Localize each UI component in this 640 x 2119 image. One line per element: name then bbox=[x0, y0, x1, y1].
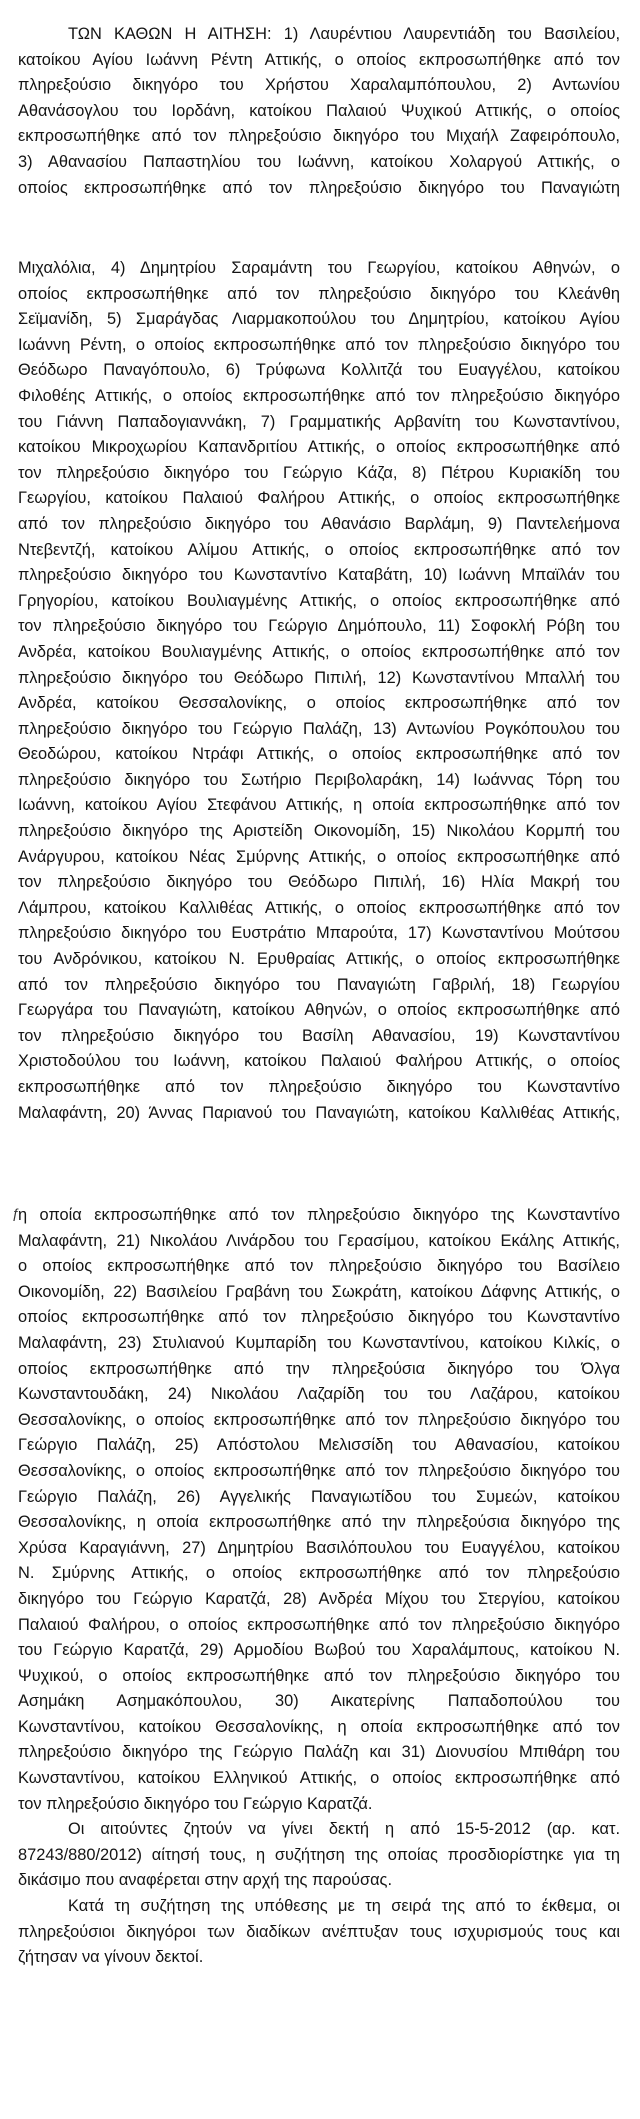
text-line: του Γεώργιο Καρατζά, 29) Αρμοδίου Βωβού του Χαραλάμπους, κατοίκου Ν. bbox=[18, 1641, 620, 1660]
text-line: από τον πληρεξούσιο δικηγόρο του Αθανάσιο Βαρλάμη, 9) Παντελεήμονα bbox=[18, 514, 620, 533]
text-line: Κωνσταντίνου, κατοίκου Θεσσαλονίκης, η οποία εκπροσωπήθηκε από τον bbox=[18, 1717, 620, 1736]
text-line: Αθανάσογλου του Ιορδάνη, κατοίκου Παλαιού Ψυχικού Αττικής, ο οποίος bbox=[18, 101, 620, 120]
text-line: Οικονομίδη, 22) Βασιλείου Γραβάνη του Σωκράτη, κατοίκου Δάφνης Αττικής, ο bbox=[18, 1282, 620, 1301]
paragraph-petitioners-part1 bbox=[18, 22, 620, 201]
text-line: πληρεξούσιο δικηγόρο της Γεώργιο Παλάζη και 31) Διονυσίου Μπιθάρη του bbox=[18, 1743, 620, 1762]
text-line: πληρεξούσιο δικηγόρο της Αριστείδη Οικονομίδη, 15) Νικολάου Κορμπή του bbox=[18, 822, 620, 841]
text-line: Χρύσα Καραγιάννη, 27) Δημητρίου Βασιλόπουλου του Ευαγγέλου, κατοίκου bbox=[18, 1538, 620, 1557]
text-line: οποίος εκπροσωπήθηκε από τον πληρεξούσιο δικηγόρο του Κωνσταντίνο bbox=[18, 1308, 620, 1327]
text-line: Κατά τη συζήτηση της υπόθεσης με τη σειρά της από το έκθεμα, οι bbox=[68, 1897, 620, 1916]
text-line: του Ανδρόνικου, κατοίκου Ν. Ερυθραίας Αττικής, ο οποίος εκπροσωπήθηκε bbox=[18, 950, 620, 969]
text-line: δικηγόρο του Γεώργιο Καρατζά, 28) Ανδρέα Μίχου του Στεργίου, κατοίκου bbox=[18, 1589, 620, 1608]
text-line: ΤΩΝ ΚΑΘΩΝ Η ΑΙΤΗΣΗ: 1) Λαυρέντιου Λαυρεντιάδη του Βασιλείου, bbox=[68, 25, 620, 43]
text-line: ο οποίος εκπροσωπήθηκε από τον πληρεξούσιο δικηγόρο του Βασίλειο bbox=[18, 1257, 620, 1276]
text-line: εκπροσωπήθηκε από τον πληρεξούσιο δικηγόρο του Μιχαήλ Ζαφειρόπουλο, bbox=[18, 127, 620, 146]
text-line: οποίος εκπροσωπήθηκε από τον πληρεξούσιο δικηγόρο του Παναγιώτη bbox=[18, 178, 620, 197]
text-line: τον πληρεξούσιο δικηγόρο του Γεώργιο Κάζα, 8) Πέτρου Κυριακίδη του bbox=[18, 463, 620, 482]
text-line: 87243/880/2012) αίτησή τους, η συζήτηση της οποίας προσδιορίστηκε για τη bbox=[18, 1845, 620, 1864]
text-line: πληρεξούσιο δικηγόρο του Θεόδωρο Πιπιλή, 12) Κωνσταντίνου Μπαλλή του bbox=[18, 668, 620, 687]
text-line: Θεσσαλονίκης, ο οποίος εκπροσωπήθηκε από τον πληρεξούσιο δικηγόρο του bbox=[18, 1410, 620, 1429]
text-line: Ψυχικού, ο οποίος εκπροσωπήθηκε από τον πληρεξούσιο δικηγόρο του bbox=[18, 1666, 620, 1685]
text-line: Οι αιτούντες ζητούν να γίνει δεκτή η από 15-5-2012 (αρ. κατ. bbox=[68, 1820, 620, 1839]
text-line: Ντεβεντζή, κατοίκου Αλίμου Αττικής, ο οποίος εκπροσωπήθηκε από τον bbox=[18, 540, 620, 559]
text-line: κατοίκου Μικροχωρίου Καπανδριτίου Αττικής, ο οποίος εκπροσωπήθηκε από bbox=[18, 438, 620, 457]
text-line: πληρεξούσιο δικηγόρο του Κωνσταντίνο Καταβάτη, 10) Ιωάννη Μπαϊλάν του bbox=[18, 566, 620, 585]
text-line: Παλαιού Φαλήρου, ο οποίος εκπροσωπήθηκε από τον πληρεξούσιο δικηγόρο bbox=[18, 1615, 620, 1634]
paragraph-petitioners-part3 bbox=[18, 1203, 620, 1971]
text-line: πληρεξούσιο δικηγόρο του Ευστράτιο Μπαρούτα, 17) Κωνσταντίνου Μούτσου bbox=[18, 924, 620, 943]
text-line: οποίος εκπροσωπήθηκε από την πληρεξούσια δικηγόρο του Όλγα bbox=[18, 1359, 620, 1378]
text-line: κατοίκου Αγίου Ιωάννη Ρέντη Αττικής, ο οποίος εκπροσωπήθηκε από τον bbox=[18, 50, 620, 69]
text-line: Κωνσταντίνου, κατοίκου Ελληνικού Αττικής, ο οποίος εκπροσωπήθηκε από bbox=[18, 1769, 620, 1788]
text-line: Χριστοδούλου του Ιωάννη, κατοίκου Παλαιού Φαλήρου Αττικής, ο οποίος bbox=[18, 1052, 620, 1071]
text-line: Γεώργιο Παλάζη, 25) Απόστολου Μελισσίδη του Αθανασίου, κατοίκου bbox=[18, 1436, 620, 1455]
text-line: Ιωάννη, κατοίκου Αγίου Στεφάνου Αττικής, η οποία εκπροσωπήθηκε από τον bbox=[18, 796, 620, 815]
text-line: Ανάργυρου, κατοίκου Νέας Σμύρνης Αττικής, ο οποίος εκπροσωπήθηκε από bbox=[18, 847, 620, 866]
text-line: Σεϊμανίδη, 5) Σμαράγδας Λιαρμακοπούλου του Δημητρίου, κατοίκου Αγίου bbox=[18, 310, 620, 329]
text-line: Ανδρέα, κατοίκου Θεσσαλονίκης, ο οποίος εκπροσωπήθηκε από τον bbox=[18, 694, 620, 713]
text-line: Γεωργίου, κατοίκου Παλαιού Φαλήρου Αττικής, ο οποίος εκπροσωπήθηκε bbox=[18, 489, 620, 508]
text-line: Ανδρέα, κατοίκου Βουλιαγμένης Αττικής, ο οποίος εκπροσωπήθηκε από τον bbox=[18, 642, 620, 661]
text-line: Μαλαφάντη, 20) Άννας Παριανού του Παναγιώτη, κατοίκου Καλλιθέας Αττικής, bbox=[18, 1103, 620, 1122]
text-line: πληρεξούσιο δικηγόρο του Σωτήριο Περιβολαράκη, 14) Ιωάννας Τόρη του bbox=[18, 770, 620, 789]
text-line: Ν. Σμύρνης Αττικής, ο οποίος εκπροσωπήθηκε από τον πληρεξούσιο bbox=[18, 1564, 620, 1583]
text-line: η οποία εκπροσωπήθηκε από τον πληρεξούσιο δικηγόρο της Κωνσταντίνο bbox=[18, 1206, 620, 1224]
text-line: δικάσιμο που αναφέρεται στην αρχή της παρούσας. bbox=[18, 1871, 393, 1890]
text-line: Μαλαφάντη, 21) Νικολάου Λινάρδου του Γερασίμου, κατοίκου Εκάλης Αττικής, bbox=[18, 1231, 620, 1250]
margin-mark: ƒ bbox=[12, 1205, 20, 1221]
text-line: πληρεξούσιο δικηγόρο του Γεώργιο Παλάζη, 13) Αντωνίου Ρογκόπουλου του bbox=[18, 719, 620, 738]
text-line: Μιχαλόλια, 4) Δημητρίου Σαραμάντη του Γεωργίου, κατοίκου Αθηνών, ο bbox=[18, 259, 620, 277]
text-line: οποίος εκπροσωπήθηκε από τον πληρεξούσιο δικηγόρο του Κλεάνθη bbox=[18, 284, 620, 303]
text-line: τον πληρεξούσιο δικηγόρο του Γεώργιο Δημόπουλο, 11) Σοφοκλή Ρόβη του bbox=[18, 617, 620, 636]
text-line: τον πληρεξούσιο δικηγόρο του Θεόδωρο Πιπιλή, 16) Ηλία Μακρή του bbox=[18, 873, 620, 892]
text-line: Κωνσταντουδάκη, 24) Νικολάου Λαζαρίδη του του Λαζάρου, κατοίκου bbox=[18, 1385, 620, 1404]
text-line: Ασημάκη Ασημακόπουλου, 30) Αικατερίνης Παπαδοπούλου του bbox=[18, 1692, 620, 1711]
text-line: πληρεξούσιοι δικηγόροι των διαδίκων ανέπτυξαν τους ισχυρισμούς τους και bbox=[18, 1922, 620, 1941]
text-line: τον πληρεξούσιο δικηγόρο του Γεώργιο Καρατζά. bbox=[18, 1794, 373, 1813]
text-line: Γεωργάρα του Παναγιώτη, κατοίκου Αθηνών, ο οποίος εκπροσωπήθηκε από bbox=[18, 1001, 620, 1020]
text-line: Μαλαφάντη, 23) Στυλιανού Κυμπαρίδη του Κωνσταντίνου, κατοίκου Κιλκίς, ο bbox=[18, 1333, 620, 1352]
text-line: Θεόδωρο Παναγόπουλο, 6) Τρύφωνα Κολλιτζά του Ευαγγέλου, κατοίκου bbox=[18, 361, 620, 380]
text-line: τον πληρεξούσιο δικηγόρο του Βασίλη Αθανασίου, 19) Κωνσταντίνου bbox=[18, 1026, 620, 1045]
text-line: Φιλοθέης Αττικής, ο οποίος εκπροσωπήθηκε από τον πληρεξούσιο δικηγόρο bbox=[18, 386, 620, 405]
text-line: εκπροσωπήθηκε από τον πληρεξούσιο δικηγόρο του Κωνσταντίνο bbox=[18, 1078, 620, 1096]
text-line: πληρεξούσιο δικηγόρο του Χρήστου Χαραλαμπόπουλου, 2) Αντωνίου bbox=[18, 76, 620, 95]
text-line: Θεσσαλονίκης, ο οποίος εκπροσωπήθηκε από τον πληρεξούσιο δικηγόρο του bbox=[18, 1461, 620, 1480]
text-line: 3) Αθανασίου Παπαστηλίου του Ιωάννη, κατοίκου Χολαργού Αττικής, ο bbox=[18, 152, 620, 171]
text-line: Λάμπρου, κατοίκου Καλλιθέας Αττικής, ο οποίος εκπροσωπήθηκε από τον bbox=[18, 898, 620, 917]
text-line: από τον πληρεξούσιο δικηγόρο του Παναγιώτη Γαβριλή, 18) Γεωργίου bbox=[18, 975, 620, 994]
text-line: του Γιάννη Παπαδογιαννάκη, 7) Γραμματικής Αρβανίτη του Κωνσταντίνου, bbox=[18, 412, 620, 431]
text-line: Γρηγορίου, κατοίκου Βουλιαγμένης Αττικής, ο οποίος εκπροσωπήθηκε από bbox=[18, 591, 620, 610]
text-line: Θεοδώρου, κατοίκου Ντράφι Αττικής, ο οποίος εκπροσωπήθηκε από τον bbox=[18, 745, 620, 764]
text-line: ζήτησαν να γίνουν δεκτοί. bbox=[18, 1948, 204, 1967]
text-line: Γεώργιο Παλάζη, 26) Αγγελικής Παναγιωτίδου του Συμεών, κατοίκου bbox=[18, 1487, 620, 1506]
text-line: Θεσσαλονίκης, η οποία εκπροσωπήθηκε από την πληρεξούσια δικηγόρο της bbox=[18, 1513, 620, 1532]
text-line: Ιωάννη Ρέντη, ο οποίος εκπροσωπήθηκε από τον πληρεξούσιο δικηγόρο του bbox=[18, 335, 620, 354]
paragraph-petitioners-part2 bbox=[18, 256, 620, 1126]
